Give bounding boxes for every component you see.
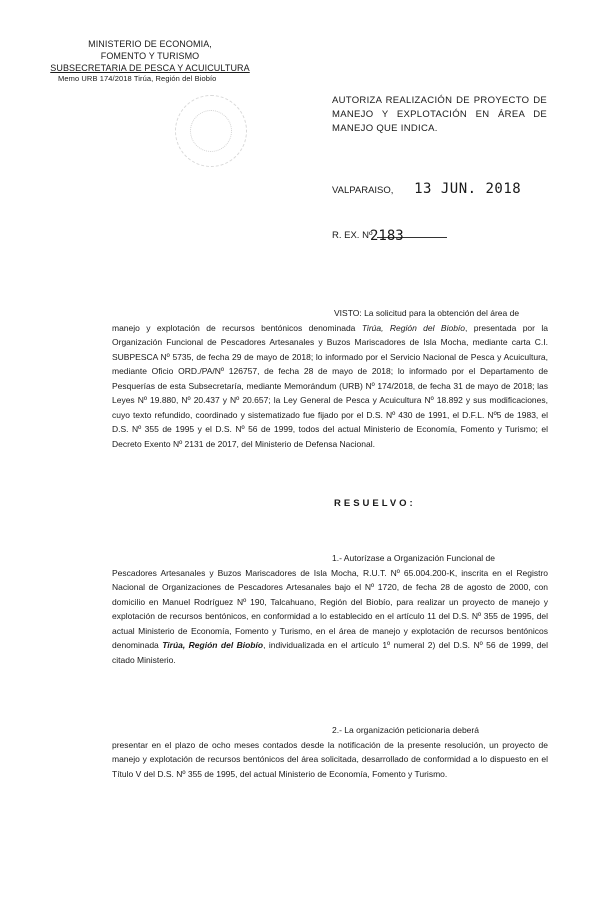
item-1-lead: 1.- Autorízase a Organización Funcional de	[332, 553, 496, 563]
rex-label: R. EX. Nº	[332, 230, 373, 241]
item-2-lead: 2.- La organización peticionaria deberá	[332, 725, 479, 735]
place: VALPARAISO,	[332, 185, 394, 196]
place-and-date	[332, 181, 521, 197]
item-2-body: presentar en el plazo de ocho meses contados desde la notificación de la presente resolución, un proyecto de manejo y explotación de recursos bentónicos del área solicitada, desarrollado de conformidad a lo dispuesto en el Título V del D.S. Nº 355 de 1995, del actual Ministerio de Economía, Fomento y Turismo.	[112, 739, 548, 779]
letterhead	[50, 38, 250, 84]
ministry-line-2: FOMENTO Y TURISMO	[100, 51, 200, 61]
resolution-title: AUTORIZA REALIZACIÓN DE PROYECTO DE MANEJO Y EXPLOTACIÓN EN ÁREA DE MANEJO QUE INDICA.	[332, 95, 547, 134]
visto-text-a: manejo y explotación de recursos bentónicos denominada	[112, 322, 362, 333]
item-1-text-a: Pescadores Artesanales y Buzos Mariscadores de Isla Mocha, R.U.T. Nº 65.004.200-K, inscrita en el Registro Nacional de Organizaciones de Pescadores Artesanales bajo el Nº 1720, de fecha 28 de agosto de 2000, con domicilio en Manuel Rodríguez Nº 190, Talcahuano, Región del Biobío, para realizar un proyecto de manejo y explotación de recursos bentónicos, en conformidad a lo establecido en el artículo 11 del D.S. Nº 355 de 1995, del actual Ministerio de Economía, Fomento y Turismo, en el área de manejo y explotación de recursos bentónicos denominada	[112, 567, 548, 650]
stamped-date: 13 JUN. 2018	[414, 181, 522, 197]
memo-reference: Memo URB 174/2018 Tirúa, Región del Biobío	[58, 74, 217, 83]
rex-number: 2183	[370, 228, 404, 244]
resuelvo-heading: RESUELVO:	[334, 498, 416, 509]
resolution-item-2	[112, 723, 548, 781]
visto-body	[112, 321, 548, 452]
resolution-item-1	[112, 551, 548, 667]
visto-text-b: , presentada por la Organización Funcional de Pescadores Artesanales y Buzos Mariscadores de Isla Mocha, mediante carta C.I. SUBPESCA Nº 5735, de fecha 29 de mayo de 2018; lo informado por el Servicio Nacional de Pesca y Acuicultura, mediante Oficio ORD./PA/Nº 126757, de fecha 28 de mayo de 2018; lo informado por el Departamento de Pesquerías de esta Subsecretaría, mediante Memorándum (URB) Nº 174/2018, de fecha 31 de mayo de 2018; las Leyes Nº 19.880, Nº 20.437 y Nº 20.657; la Ley General de Pesca y Acuicultura Nº 18.892 y sus modificaciones, cuyo texto refundido, coordinado y sistematizado fue fijado por el D.S. Nº 430 de 1991, el D.F.L. Nº5 de 1983, el D.S. Nº 355 de 1995 y el D.S. Nº 56 de 1999, todos del actual Ministerio de Economía, Fomento y Turismo; el Decreto Exento Nº 2131 de 2017, del Ministerio de Defensa Nacional.	[112, 322, 548, 449]
item-1-area-name: Tirúa, Región del Biobío	[162, 640, 264, 650]
item-1-text-b: , individualizada en el artículo 1º numeral 2) del D.S. Nº 56 de 1999, del citado Ministerio.	[112, 640, 548, 665]
subsecretaria-line: SUBSECRETARIA DE PESCA Y ACUICULTURA	[50, 63, 250, 73]
visto-area-name: Tirúa, Región del Biobío	[361, 322, 466, 333]
ministry-line-1: MINISTERIO DE ECONOMIA,	[88, 39, 212, 49]
visto-lead: VISTO: La solicitud para la obtención del área de	[334, 308, 520, 318]
faded-seal-inner	[190, 110, 232, 152]
item-1-body	[112, 566, 548, 668]
visto-paragraph	[112, 306, 548, 451]
